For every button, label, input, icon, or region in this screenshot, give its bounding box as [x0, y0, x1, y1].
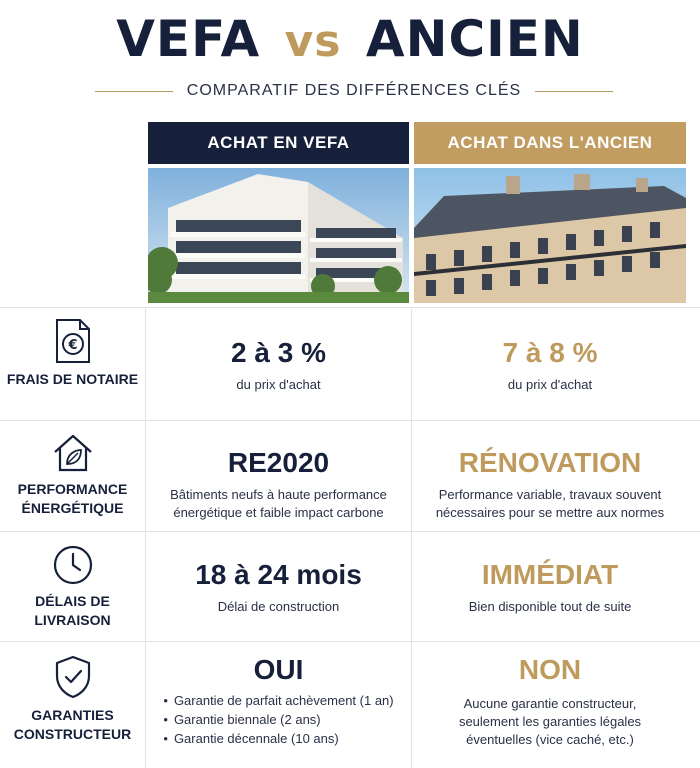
- row-label-garanties: [0, 654, 145, 744]
- subtitle: COMPARATIF DES DIFFÉRENCES CLÉS: [186, 82, 522, 99]
- row-label-text: DÉLAIS DE LIVRAISON: [34, 593, 111, 628]
- vefa-performance-value: RE2020: [227, 447, 330, 478]
- ancien-garanties-cell: [414, 653, 686, 749]
- title-vefa: VEFA: [116, 10, 261, 68]
- vefa-delais-cell: [148, 558, 409, 616]
- column-divider: [145, 307, 146, 768]
- vefa-performance-cell: [148, 446, 409, 522]
- vefa-garanties-cell: [148, 653, 409, 748]
- list-item: • Garantie décennale (10 ans): [163, 729, 393, 748]
- ancien-delais-cell: [414, 558, 686, 616]
- row-label-text: FRAIS DE NOTAIRE: [6, 371, 139, 387]
- ancien-garanties-value: NON: [518, 654, 582, 685]
- document-euro-icon: [54, 318, 92, 364]
- title-ancien: ANCIEN: [365, 10, 584, 68]
- clock-icon: [52, 544, 94, 586]
- row-label-performance: [0, 432, 145, 518]
- list-item: • Garantie de parfait achèvement (1 an): [163, 691, 393, 710]
- svg-text:€: €: [67, 338, 78, 353]
- haussmann-building-image: [414, 168, 686, 303]
- vefa-garanties-value: OUI: [253, 654, 304, 685]
- vefa-performance-detail: Bâtiments neufs à haute performance énergétique et faible impact carbone: [170, 487, 387, 520]
- row-label-frais-notaire: [0, 318, 145, 389]
- column-header-ancien: ACHAT DANS L'ANCIEN: [414, 122, 686, 164]
- row-divider: [0, 307, 700, 308]
- vefa-frais-value: 2 à 3 %: [231, 337, 326, 368]
- subtitle-band: [95, 78, 613, 104]
- ancien-frais-detail: du prix d'achat: [507, 377, 593, 392]
- ancien-performance-cell: [414, 446, 686, 522]
- list-item: • Garantie biennale (2 ans): [163, 710, 393, 729]
- row-divider: [0, 641, 700, 642]
- column-divider: [411, 307, 412, 768]
- subtitle-rule-left: [95, 91, 173, 92]
- subtitle-rule-right: [535, 91, 613, 92]
- ancien-delais-detail: Bien disponible tout de suite: [468, 599, 632, 614]
- row-divider: [0, 531, 700, 532]
- vefa-delais-value: 18 à 24 mois: [195, 559, 362, 590]
- ancien-garanties-detail: Aucune garantie constructeur, seulement les garanties légales éventuelles (vice caché, etc.): [458, 696, 642, 747]
- vefa-delais-detail: Délai de construction: [217, 599, 340, 614]
- house-leaf-icon: [51, 432, 95, 474]
- row-label-text: PERFORMANCE ÉNERGÉTIQUE: [17, 481, 128, 516]
- row-divider: [0, 420, 700, 421]
- vefa-frais-detail: du prix d'achat: [236, 377, 321, 392]
- row-label-delais: [0, 544, 145, 630]
- row-label-text: GARANTIES CONSTRUCTEUR: [13, 707, 132, 742]
- shield-check-icon: [53, 654, 93, 700]
- vefa-frais-cell: [148, 336, 409, 394]
- page-title: [0, 8, 700, 73]
- column-header-vefa: ACHAT EN VEFA: [148, 122, 409, 164]
- ancien-delais-value: IMMÉDIAT: [481, 559, 619, 590]
- ancien-performance-detail: Performance variable, travaux souvent nécessaires pour se mettre aux normes: [435, 487, 665, 520]
- vefa-garanties-list: [163, 691, 393, 748]
- modern-building-image: [148, 168, 409, 303]
- ancien-frais-value: 7 à 8 %: [502, 337, 598, 368]
- ancien-performance-value: RÉNOVATION: [458, 447, 642, 478]
- title-vs: vs: [284, 16, 342, 67]
- ancien-frais-cell: [414, 336, 686, 394]
